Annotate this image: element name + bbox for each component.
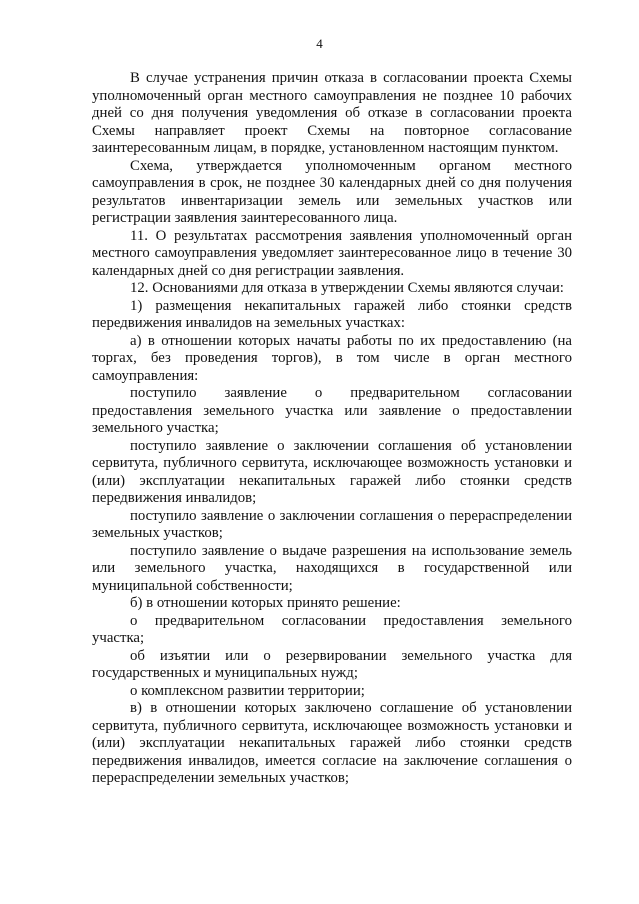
paragraph-application-servitude: поступило заявление о заключении соглашения об установлении сервитута, публичного сервитута, исключающее возможность установки и (или) эксплуатации некапитальных гаражей либо стоянки средств передвижения инвалидов;	[92, 437, 572, 506]
paragraph-application-redistribution: поступило заявление о заключении соглашения о перераспределении земельных участков;	[92, 507, 572, 541]
paragraph-subitem-a: а) в отношении которых начаты работы по их предоставлению (на торгах, без проведения торгов), в том числе в орган местного самоуправления:	[92, 332, 572, 384]
paragraph-schema-approval-term: Схема, утверждается уполномоченным органом местного самоуправления в срок, не позднее 30 календарных дней со дня получения результатов инвентаризации земель или земельных участков или регистрации заявления заинтересованного лица.	[92, 157, 572, 226]
document-body	[92, 70, 572, 788]
paragraph-decision-preliminary: о предварительном согласовании предоставления земельного участка;	[92, 612, 572, 646]
paragraph-subitem-1: 1) размещения некапитальных гаражей либо стоянки средств передвижения инвалидов на земельных участках:	[92, 297, 572, 331]
paragraph-schema-resubmission: В случае устранения причин отказа в согласовании проекта Схемы уполномоченный орган местного самоуправления не позднее 10 рабочих дней со дня получения уведомления об отказе в согласовании проекта Схемы направляет проект Схемы на повторное согласование заинтересованным лицам, в порядке, установленном настоящим пунктом.	[92, 70, 572, 156]
paragraph-decision-development: о комплексном развитии территории;	[130, 682, 365, 699]
paragraph-subitem-v: в) в отношении которых заключено соглашение об установлении сервитута, публичного сервитута, исключающее возможность установки и (или) эксплуатации некапитальных гаражей либо стоянки средств передвижения инвалидов, имеется согласие на заключение соглашения о перераспределении земельных участков;	[92, 700, 572, 786]
paragraph-item-11: 11. О результатах рассмотрения заявления уполномоченный орган местного самоуправления уведомляет заинтересованное лицо в течение 30 календарных дней со дня регистрации заявления.	[92, 227, 572, 279]
paragraph-decision-seizure: об изъятии или о резервировании земельного участка для государственных и муниципальных нужд;	[92, 647, 572, 681]
paragraph-application-land-use-permit: поступило заявление о выдаче разрешения на использование земель или земельного участка, находящихся в государственной или муниципальной собственности;	[92, 542, 572, 594]
paragraph-item-12: 12. Основаниями для отказа в утверждении Схемы являются случаи:	[130, 280, 564, 296]
page-number: 4	[316, 36, 323, 51]
paragraph-application-preliminary: поступило заявление о предварительном согласовании предоставления земельного участка или заявление о предоставлении земельного участка;	[92, 385, 572, 436]
paragraph-subitem-b: б) в отношении которых принято решение:	[130, 595, 401, 611]
